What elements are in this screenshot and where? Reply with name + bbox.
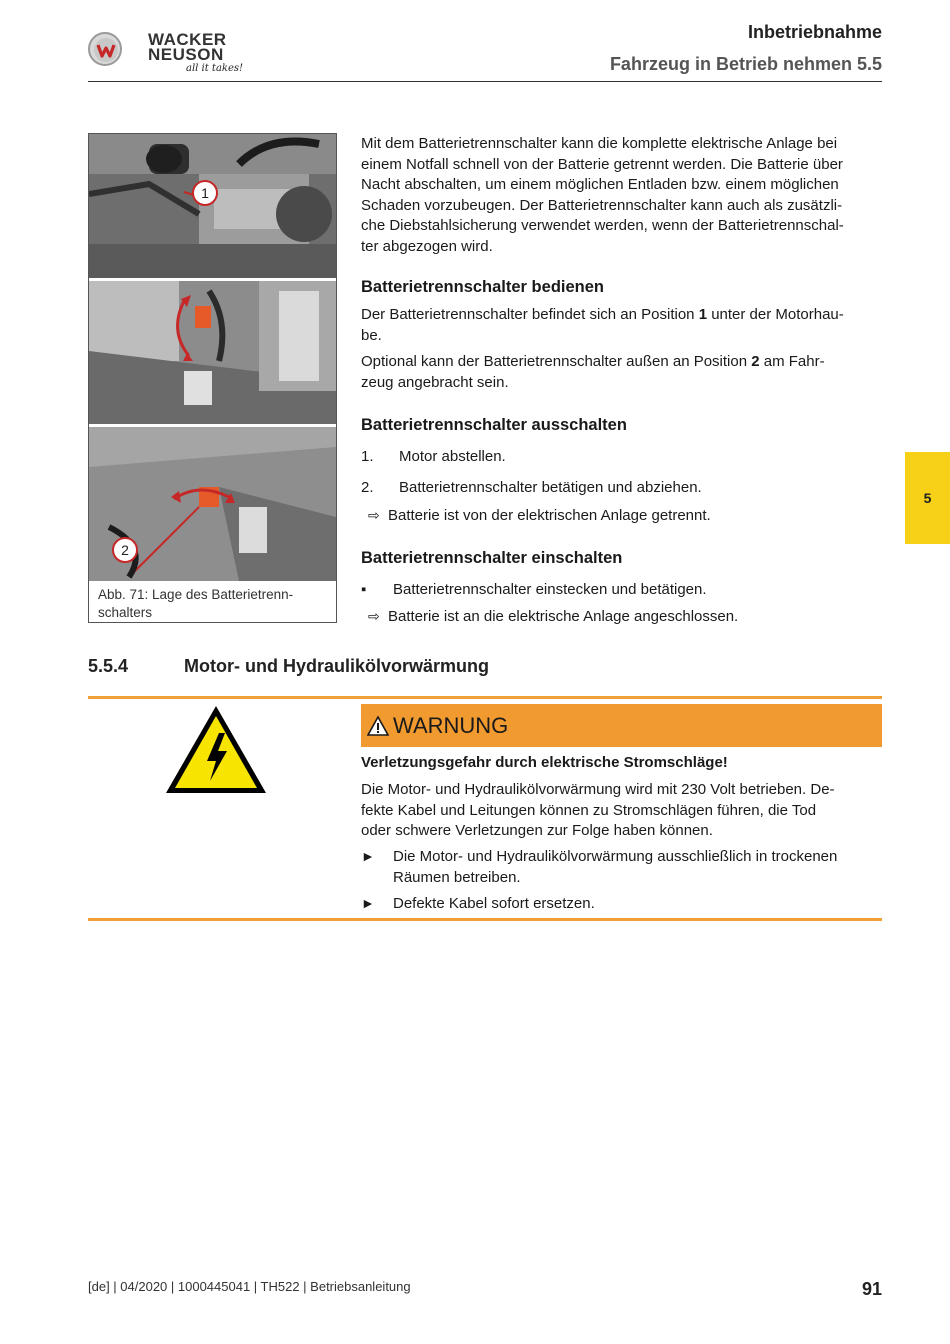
logo-w-icon (88, 32, 122, 66)
warning-bottom-rule (88, 918, 882, 921)
figure-caption: Abb. 71: Lage des Batterietrenn- schalters (98, 587, 294, 620)
warning-banner (361, 704, 882, 747)
section-number: 5.5.4 (88, 656, 129, 676)
section-title: Motor- und Hydraulikölvorwärmung (184, 656, 490, 676)
result-disconnected: Batterie ist von der elektrischen Anlage getrennt. (388, 507, 711, 524)
step-1-number: 1. (361, 448, 374, 465)
photo-switch-under-hood (89, 281, 336, 424)
wacker-neuson-logo (88, 30, 248, 78)
electric-hazard-icon (163, 703, 269, 797)
step-2-text: Batterietrennschalter betätigen und abziehen. (399, 479, 702, 496)
bullet-triangle-icon: ► (361, 895, 375, 911)
result-arrow-icon: ⇨ (368, 608, 380, 624)
photo-switch-outside (89, 427, 336, 581)
operate-paragraph-2: Optional kann der Batterietrennschalter außen an Position 2 am Fahr- zeug angebracht sein. (361, 353, 825, 391)
warning-headline: Verletzungsgefahr durch elektrische Stromschläge! (361, 754, 728, 771)
warning-label: WARNUNG (393, 712, 509, 738)
header-divider (88, 81, 882, 82)
warning-triangle-icon (367, 716, 389, 736)
callout-1: 1 (192, 180, 218, 206)
heading-switch-off: Batterietrennschalter ausschalten (361, 416, 627, 434)
header-chapter-title: Inbetriebnahme (747, 22, 882, 42)
header-section-title: Fahrzeug in Betrieb nehmen 5.5 (609, 54, 882, 74)
photo-engine-compartment (89, 134, 336, 278)
warning-bullet-2: Defekte Kabel sofort ersetzen. (393, 895, 595, 912)
step-2-number: 2. (361, 479, 374, 496)
warning-bullet-1: Die Motor- und Hydraulikölvorwärmung ausschließlich in trockenen Räumen betreiben. (393, 848, 838, 886)
step-1-text: Motor abstellen. (399, 448, 506, 465)
operate-paragraph-1: Der Batterietrennschalter befindet sich an Position 1 unter der Motorhau- be. (361, 306, 844, 344)
heading-switch-on: Batterietrennschalter einschalten (361, 549, 623, 567)
bullet-triangle-icon: ► (361, 848, 375, 864)
footer-doc-info: [de] | 04/2020 | 1000445041 | TH522 | Betriebsanleitung (88, 1279, 411, 1294)
bullet-square-icon: ▪ (361, 581, 367, 598)
warning-body: Die Motor- und Hydraulikölvorwärmung wird mit 230 Volt betrieben. De- fekte Kabel und Leitungen können zu Stromschlägen führen, die Tod oder schwere Verletzungen zur Folge haben können. (361, 781, 835, 839)
callout-2: 2 (112, 537, 138, 563)
logo-tagline: all it takes! (186, 63, 244, 74)
logo-wordmark: WACKER NEUSON (148, 30, 227, 64)
heading-operate: Batterietrennschalter bedienen (361, 278, 604, 296)
figure-battery-switch (88, 133, 337, 623)
intro-paragraph: Mit dem Batterietrennschalter kann die komplette elektrische Anlage bei einem Notfall schnell von der Batterie getrennt werden. Die Batterie über Nacht abschalten, um einem möglichen Entladen bzw. einem möglichen Schaden vorzubeugen. Der Batterietrennschalter kann auch als zusätzli- che Diebstahlsicherung verwendet werden, wenn der Batterietrennschal- ter abgezogen wird. (361, 135, 844, 255)
warning-top-rule (88, 696, 882, 699)
page-number: 91 (861, 1279, 882, 1299)
result-arrow-icon: ⇨ (368, 507, 380, 523)
chapter-tab[interactable]: 5 (905, 452, 950, 544)
result-connected: Batterie ist an die elektrische Anlage angeschlossen. (388, 608, 739, 625)
switch-on-step: Batterietrennschalter einstecken und betätigen. (393, 581, 707, 598)
